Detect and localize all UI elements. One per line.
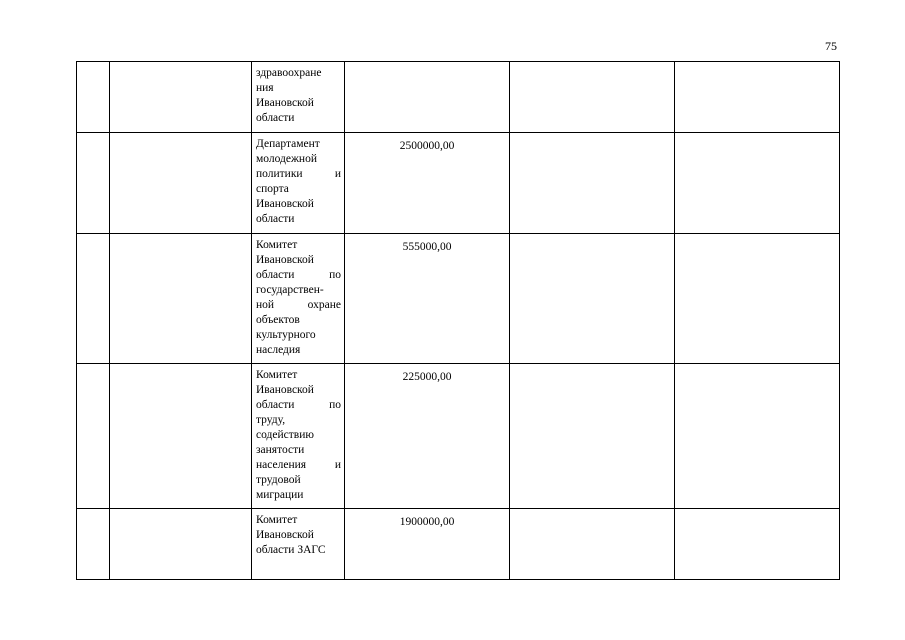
organization-name-line: Ивановской	[256, 97, 314, 109]
organization-name-line: трудовой	[256, 474, 301, 486]
organization-name-line: Ивановской	[256, 384, 314, 396]
organization-name-line: молодежной	[256, 153, 317, 165]
organization-name-line: области	[256, 112, 295, 124]
empty-cell	[675, 234, 840, 364]
budget-table	[76, 61, 840, 580]
row-code-cell	[110, 509, 252, 580]
organization-name-line: Ивановской	[256, 529, 314, 541]
organization-name-line: Комитет	[256, 369, 298, 381]
organization-name-line: Ивановской	[256, 254, 314, 266]
organization-name-line: области	[256, 213, 295, 225]
organization-name-line: Комитет	[256, 514, 298, 526]
amount-cell: 555000,00	[345, 234, 510, 364]
row-code-cell	[110, 364, 252, 509]
organization-name-cell	[252, 234, 345, 364]
amount-cell: 1900000,00	[345, 509, 510, 580]
row-index-cell	[77, 133, 110, 234]
organization-name-line: Департамент	[256, 138, 320, 150]
organization-name-cell	[252, 62, 345, 133]
empty-cell	[510, 509, 675, 580]
empty-cell	[675, 509, 840, 580]
organization-name-cell	[252, 509, 345, 580]
organization-name-line: области ЗАГС	[256, 544, 326, 556]
organization-name-line: государствен-	[256, 284, 324, 296]
empty-cell	[510, 62, 675, 133]
table-row	[77, 62, 840, 133]
amount-cell	[345, 62, 510, 133]
organization-name-line: Комитет	[256, 239, 298, 251]
organization-name-line: содействию	[256, 429, 314, 441]
organization-name-line: ной охране	[256, 299, 341, 311]
organization-name-line: занятости	[256, 444, 305, 456]
organization-name-line: области по	[256, 269, 341, 281]
row-index-cell	[77, 62, 110, 133]
organization-name-line: здравоохране	[256, 67, 322, 79]
table-row	[77, 509, 840, 580]
table-row	[77, 133, 840, 234]
row-code-cell	[110, 133, 252, 234]
table-row	[77, 364, 840, 509]
empty-cell	[510, 133, 675, 234]
organization-name-cell	[252, 364, 345, 509]
table-body	[77, 62, 840, 580]
organization-name-line: культурного	[256, 329, 316, 341]
row-index-cell	[77, 509, 110, 580]
amount-cell: 2500000,00	[345, 133, 510, 234]
row-code-cell	[110, 62, 252, 133]
organization-name-line: населения и	[256, 459, 341, 471]
organization-name-line: ния	[256, 82, 274, 94]
organization-name-line: миграции	[256, 489, 304, 501]
empty-cell	[675, 364, 840, 509]
organization-name-line: объектов	[256, 314, 300, 326]
page-number: 75	[825, 39, 837, 53]
organization-name-line: труду,	[256, 414, 286, 426]
organization-name-cell	[252, 133, 345, 234]
row-index-cell	[77, 364, 110, 509]
empty-cell	[510, 234, 675, 364]
empty-cell	[510, 364, 675, 509]
empty-cell	[675, 133, 840, 234]
organization-name-line: области по	[256, 399, 341, 411]
organization-name-line: Ивановской	[256, 198, 314, 210]
organization-name-line: политики и	[256, 168, 341, 180]
organization-name-line: спорта	[256, 183, 289, 195]
table-row	[77, 234, 840, 364]
organization-name-line: наследия	[256, 344, 301, 356]
empty-cell	[675, 62, 840, 133]
row-code-cell	[110, 234, 252, 364]
amount-cell: 225000,00	[345, 364, 510, 509]
row-index-cell	[77, 234, 110, 364]
